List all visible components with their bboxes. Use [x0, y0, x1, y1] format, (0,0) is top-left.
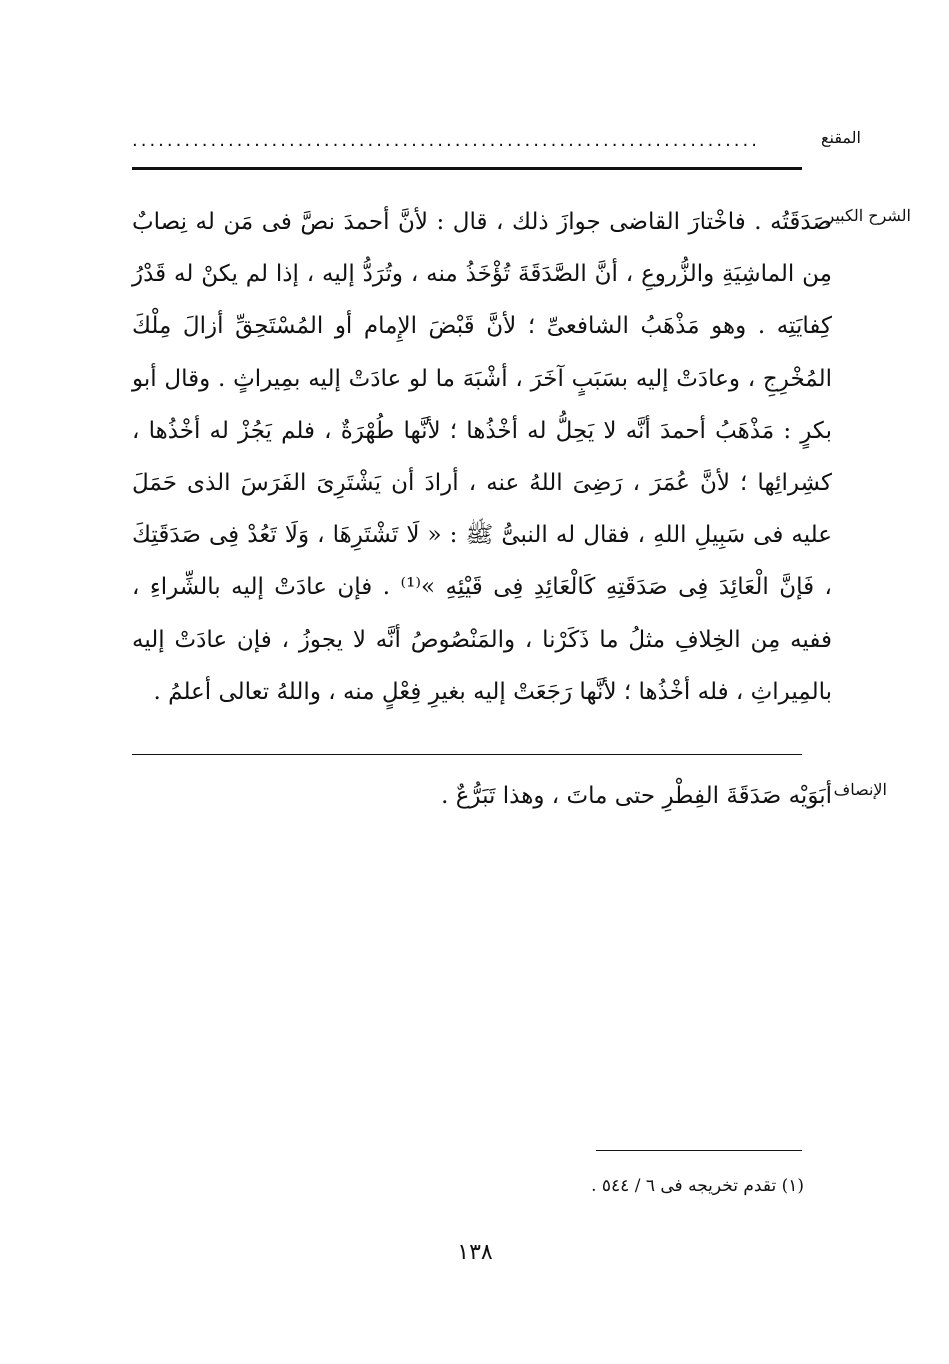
- sharh-kabir-label: الشرح الكبير: [826, 206, 911, 225]
- sharh-kabir-text: صَدَقَتُه . فاخْتارَ القاضى جوازَ ذلك ، قال : لأنَّ أحمدَ نصَّ فى مَن له نِصابٌ مِن الماشِيَةِ والزُّروعِ ، أنَّ الصَّدَقَةَ تُؤْخَذُ منه ، وتُرَدُّ إليه ، إذا لم يكنْ له قَدْرُ كِفايَتِه . وهو مَذْهَبُ الشافعىِّ ؛ لأنَّ قَبْضَ الإِمام أو المُسْتَحِقِّ أزالَ مِلْكَ المُخْرِجِ ، وعادَتْ إليه بسَبَبٍ آخَرَ ، أشْبَهَ ما لو عادَتْ إليه بمِيراثٍ . وقال أبو بكرٍ : مَذْهَبُ أحمدَ أنَّه لا يَحِلُّ له أخْذُها ؛ لأنَّها طُهْرَةٌ ، فلم يَجُزْ له أخْذُها ، كشِرائِها ؛ لأنَّ عُمَرَ ، رَضِىَ اللهُ عنه ، أرادَ أن يَشْتَرِىَ الفَرَسَ الذى حَمَلَ عليه فى سَبِيلِ اللهِ ، فقال له النبىُّ ﷺ : « لَا تَشْتَرِهَا ، وَلَا تَعُدْ فِى صَدَقَتِكَ ، فَإنَّ الْعَائِدَ فِى صَدَقَتِهِ كَالْعَائِدِ فِى قَيْئِهِ »⁽¹⁾ . فإن عادَتْ إليه بالشِّراءِ ، ففيه مِن الخِلافِ مثلُ ما ذَكَرْنا ، والمَنْصُوصُ أنَّه لا يجوزُ ، فإن عادَتْ إليه بالمِيراثِ ، فله أخْذُها ؛ لأنَّها رَجَعَتْ إليه بغيرِ فِعْلٍ منه ، واللهُ تعالى أعلمُ .: [132, 209, 832, 705]
- footnote: (١) تقدم تخريجه فى ٦ / ٥٤٤ .: [591, 1176, 804, 1196]
- insaf-label: الإنصاف: [833, 780, 887, 799]
- middle-divider: [132, 754, 802, 755]
- muqni-dotted-placeholder: ........................................................................: [132, 130, 760, 151]
- muqni-label: المقنع: [820, 128, 861, 147]
- insaf-text: أبَوَيْه صَدَقَةَ الفِطْرِ حتى ماتَ ، وهذا تَبَرُّعٌ .: [441, 783, 832, 809]
- page-number: ١٣٨: [457, 1240, 493, 1265]
- footnote-divider: [596, 1150, 802, 1151]
- top-divider: [132, 167, 802, 170]
